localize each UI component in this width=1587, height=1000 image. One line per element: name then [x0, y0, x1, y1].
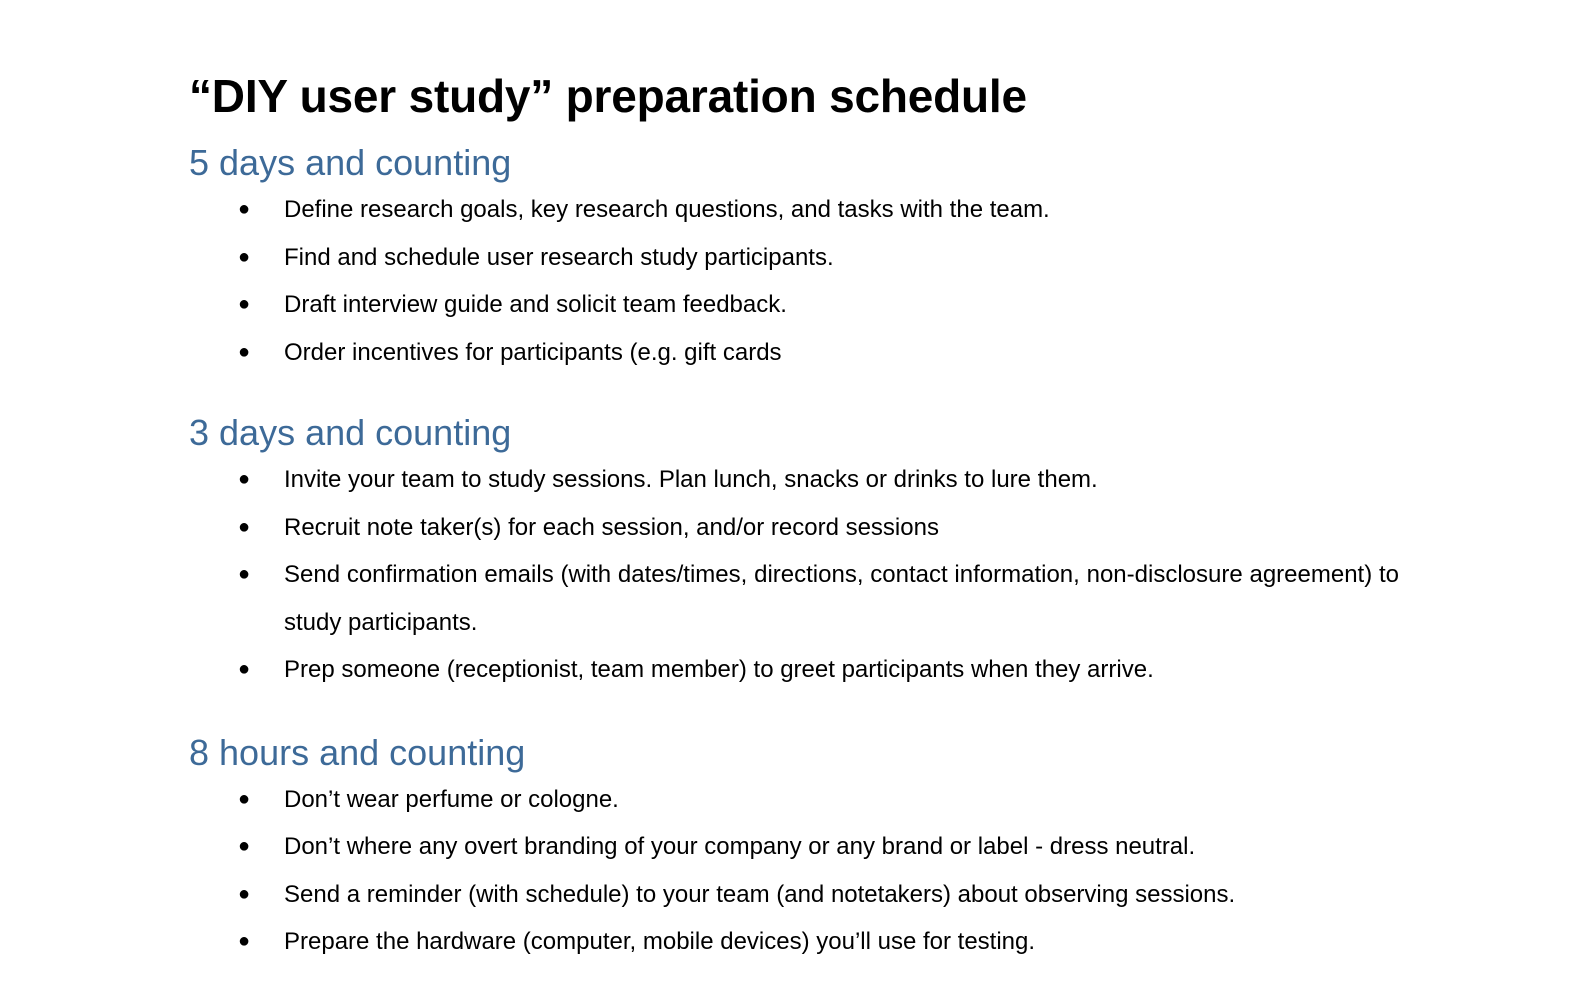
- checklist: [189, 456, 1399, 694]
- bullet-icon: ●: [238, 563, 251, 585]
- list-item: [189, 329, 1399, 377]
- list-item: [189, 456, 1399, 504]
- list-item-text: Draft interview guide and solicit team feedback.: [284, 291, 787, 318]
- list-item-text: Send confirmation emails (with dates/times, directions, contact information, non-disclosure agreement) to study participants.: [284, 561, 1399, 636]
- list-item: [189, 281, 1399, 329]
- section-8-hours: [189, 730, 1399, 966]
- list-item-text: Prep someone (receptionist, team member) to greet participants when they arrive.: [284, 656, 1154, 683]
- list-item: [189, 776, 1399, 824]
- list-item-text: Find and schedule user research study participants.: [284, 243, 834, 271]
- section-heading: 3 days and counting: [189, 412, 512, 453]
- document-page: [189, 66, 1399, 1000]
- bullet-icon: ●: [238, 658, 251, 680]
- bullet-icon: ●: [238, 930, 251, 952]
- section-3-days: [189, 410, 1399, 694]
- section-heading: 5 days and counting: [189, 142, 512, 183]
- list-item-text: Send a reminder (with schedule) to your team (and notetakers) about observing sessions.: [284, 880, 1236, 908]
- list-item-text: Recruit note taker(s) for each session, and/or record sessions: [284, 513, 939, 541]
- document-title: “DIY user study” preparation schedule: [189, 70, 1027, 122]
- section-5-days: [189, 140, 1399, 376]
- bullet-icon: ●: [238, 468, 251, 490]
- list-item: [189, 918, 1399, 966]
- list-item-text: Don’t wear perfume or cologne.: [284, 785, 619, 813]
- bullet-icon: ●: [238, 198, 251, 220]
- bullet-icon: ●: [238, 245, 251, 268]
- list-item-text: Prepare the hardware (computer, mobile devices) you’ll use for testing.: [284, 928, 1036, 955]
- list-item-text: Order incentives for participants (e.g. gift cards: [284, 338, 782, 366]
- list-item: [189, 823, 1399, 871]
- bullet-icon: ●: [238, 515, 251, 538]
- section-heading: 8 hours and counting: [189, 731, 526, 773]
- list-item: [189, 551, 1399, 646]
- list-item: [189, 871, 1399, 919]
- list-item: [189, 234, 1399, 282]
- list-item-text: Invite your team to study sessions. Plan lunch, snacks or drinks to lure them.: [284, 466, 1098, 493]
- checklist: [189, 776, 1399, 966]
- list-item: [189, 504, 1399, 552]
- list-item: [189, 186, 1399, 234]
- bullet-icon: ●: [238, 787, 251, 810]
- checklist: [189, 186, 1399, 376]
- bullet-icon: ●: [238, 882, 251, 905]
- bullet-icon: ●: [238, 340, 251, 363]
- bullet-icon: ●: [238, 835, 251, 857]
- list-item-text: Define research goals, key research questions, and tasks with the team.: [284, 196, 1050, 223]
- list-item: [189, 646, 1399, 694]
- bullet-icon: ●: [238, 293, 251, 315]
- list-item-text: Don’t where any overt branding of your company or any brand or label - dress neutral.: [284, 833, 1196, 860]
